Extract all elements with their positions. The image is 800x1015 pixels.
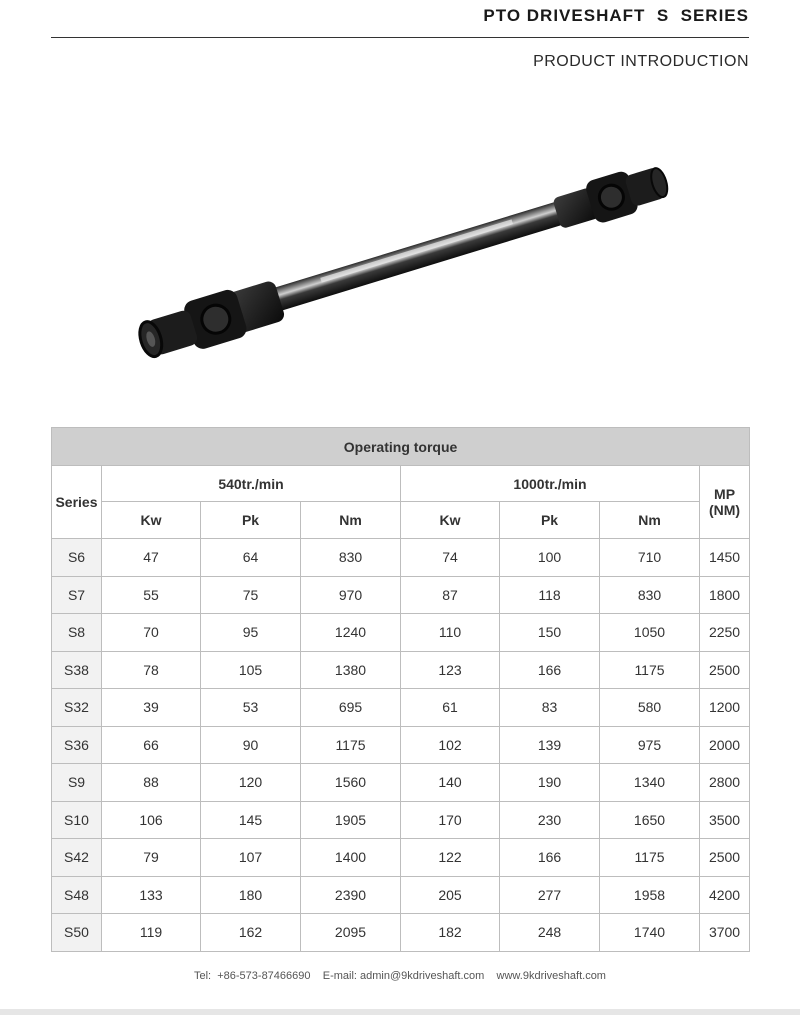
sub-header-nm: Nm — [600, 502, 700, 539]
sub-header-kw: Kw — [102, 502, 201, 539]
page-subtitle: PRODUCT INTRODUCTION — [533, 53, 749, 70]
value-cell: 1650 — [600, 801, 700, 839]
value-cell: 190 — [500, 764, 600, 802]
value-cell: 180 — [201, 876, 301, 914]
value-cell: 83 — [500, 689, 600, 727]
value-cell: 75 — [201, 576, 301, 614]
value-cell: 710 — [600, 539, 700, 577]
value-cell: 39 — [102, 689, 201, 727]
table-row — [52, 801, 750, 839]
value-cell: 2250 — [700, 614, 750, 652]
value-cell: 106 — [102, 801, 201, 839]
value-cell: 970 — [301, 576, 401, 614]
value-cell: 1175 — [600, 651, 700, 689]
value-cell: 53 — [201, 689, 301, 727]
value-cell: 1175 — [600, 839, 700, 877]
series-cell: S7 — [52, 576, 102, 614]
value-cell: 95 — [201, 614, 301, 652]
value-cell: 1450 — [700, 539, 750, 577]
footer-tel: Tel: +86-573-87466690 — [194, 970, 311, 982]
value-cell: 1050 — [600, 614, 700, 652]
sub-header-nm: Nm — [301, 502, 401, 539]
value-cell: 277 — [500, 876, 600, 914]
value-cell: 133 — [102, 876, 201, 914]
value-cell: 105 — [201, 651, 301, 689]
value-cell: 110 — [401, 614, 500, 652]
speed-1000-header: 1000tr./min — [401, 466, 700, 502]
value-cell: 830 — [301, 539, 401, 577]
value-cell: 145 — [201, 801, 301, 839]
value-cell: 1560 — [301, 764, 401, 802]
value-cell: 122 — [401, 839, 500, 877]
series-cell: S9 — [52, 764, 102, 802]
table-row — [52, 576, 750, 614]
value-cell: 78 — [102, 651, 201, 689]
value-cell: 150 — [500, 614, 600, 652]
bottom-bar — [0, 1009, 800, 1015]
series-cell: S42 — [52, 839, 102, 877]
page-title: PTO DRIVESHAFT S SERIES — [483, 6, 749, 25]
value-cell: 4200 — [700, 876, 750, 914]
table-row — [52, 689, 750, 727]
value-cell: 107 — [201, 839, 301, 877]
value-cell: 182 — [401, 914, 500, 952]
table-row — [52, 764, 750, 802]
footer-website: www.9kdriveshaft.com — [496, 970, 606, 982]
value-cell: 1958 — [600, 876, 700, 914]
value-cell: 118 — [500, 576, 600, 614]
value-cell: 100 — [500, 539, 600, 577]
value-cell: 1905 — [301, 801, 401, 839]
value-cell: 2095 — [301, 914, 401, 952]
value-cell: 119 — [102, 914, 201, 952]
series-cell: S50 — [52, 914, 102, 952]
value-cell: 120 — [201, 764, 301, 802]
value-cell: 90 — [201, 726, 301, 764]
value-cell: 66 — [102, 726, 201, 764]
value-cell: 162 — [201, 914, 301, 952]
table-row — [52, 539, 750, 577]
mp-header: MP (NM) — [700, 466, 750, 539]
value-cell: 3700 — [700, 914, 750, 952]
table-row — [52, 651, 750, 689]
sub-header-pk: Pk — [201, 502, 301, 539]
value-cell: 2500 — [700, 651, 750, 689]
value-cell: 695 — [301, 689, 401, 727]
pto-driveshaft-image — [120, 150, 680, 380]
value-cell: 1200 — [700, 689, 750, 727]
value-cell: 1240 — [301, 614, 401, 652]
value-cell: 166 — [500, 839, 600, 877]
series-cell: S32 — [52, 689, 102, 727]
value-cell: 2800 — [700, 764, 750, 802]
value-cell: 1740 — [600, 914, 700, 952]
series-cell: S6 — [52, 539, 102, 577]
sub-header-kw: Kw — [401, 502, 500, 539]
value-cell: 70 — [102, 614, 201, 652]
value-cell: 166 — [500, 651, 600, 689]
value-cell: 580 — [600, 689, 700, 727]
value-cell: 2500 — [700, 839, 750, 877]
table-row — [52, 914, 750, 952]
series-cell: S36 — [52, 726, 102, 764]
header-divider — [51, 37, 749, 38]
value-cell: 170 — [401, 801, 500, 839]
value-cell: 87 — [401, 576, 500, 614]
series-header: Series — [52, 466, 102, 539]
value-cell: 1380 — [301, 651, 401, 689]
value-cell: 88 — [102, 764, 201, 802]
contact-footer — [0, 970, 800, 982]
value-cell: 123 — [401, 651, 500, 689]
value-cell: 1800 — [700, 576, 750, 614]
table-row — [52, 614, 750, 652]
value-cell: 2000 — [700, 726, 750, 764]
table-row — [52, 839, 750, 877]
value-cell: 139 — [500, 726, 600, 764]
value-cell: 102 — [401, 726, 500, 764]
value-cell: 3500 — [700, 801, 750, 839]
value-cell: 74 — [401, 539, 500, 577]
value-cell: 140 — [401, 764, 500, 802]
value-cell: 2390 — [301, 876, 401, 914]
value-cell: 248 — [500, 914, 600, 952]
value-cell: 830 — [600, 576, 700, 614]
series-cell: S38 — [52, 651, 102, 689]
value-cell: 1340 — [600, 764, 700, 802]
value-cell: 64 — [201, 539, 301, 577]
series-cell: S10 — [52, 801, 102, 839]
value-cell: 55 — [102, 576, 201, 614]
footer-email: E-mail: admin@9kdriveshaft.com — [322, 970, 485, 982]
value-cell: 61 — [401, 689, 500, 727]
value-cell: 1400 — [301, 839, 401, 877]
operating-torque-table — [51, 427, 750, 952]
value-cell: 47 — [102, 539, 201, 577]
value-cell: 205 — [401, 876, 500, 914]
table-row — [52, 726, 750, 764]
table-caption: Operating torque — [52, 428, 750, 466]
value-cell: 79 — [102, 839, 201, 877]
sub-header-pk: Pk — [500, 502, 600, 539]
series-cell: S8 — [52, 614, 102, 652]
value-cell: 1175 — [301, 726, 401, 764]
speed-540-header: 540tr./min — [102, 466, 401, 502]
table-row — [52, 876, 750, 914]
series-cell: S48 — [52, 876, 102, 914]
value-cell: 975 — [600, 726, 700, 764]
value-cell: 230 — [500, 801, 600, 839]
